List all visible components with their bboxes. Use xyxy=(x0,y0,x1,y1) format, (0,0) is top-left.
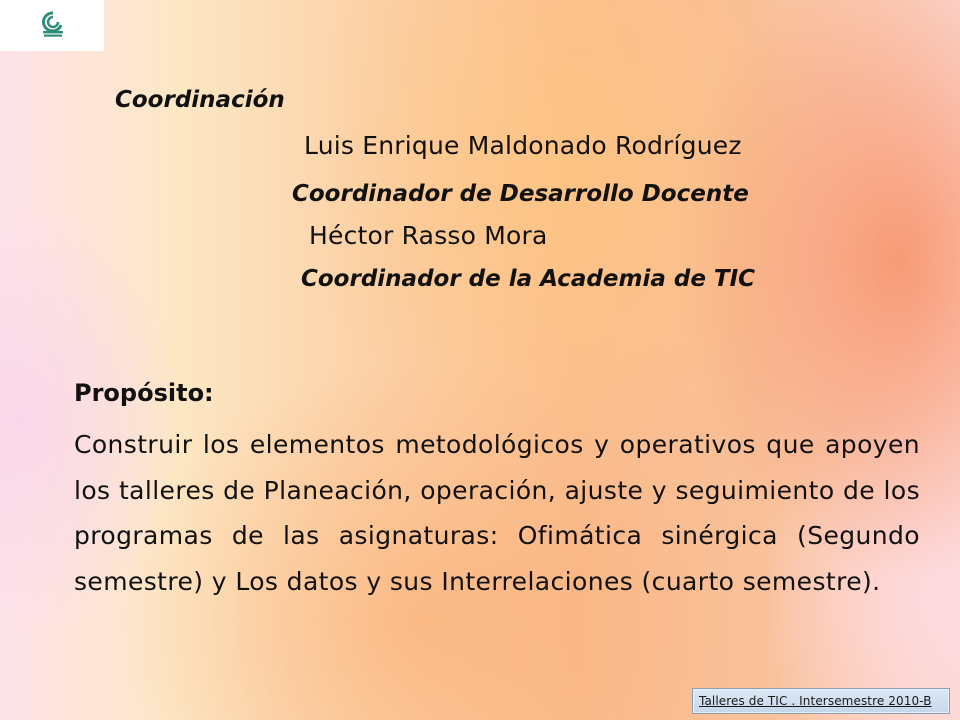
institution-logo-icon xyxy=(40,11,66,39)
footer-badge xyxy=(692,688,950,714)
coordination-title: Coordinación xyxy=(115,87,285,113)
coordinator-role-1: Coordinador de Desarrollo Docente xyxy=(292,181,749,207)
footer-label: Talleres de TIC . Intersemestre 2010-B xyxy=(699,694,932,708)
logo-panel xyxy=(0,0,104,51)
purpose-body: Construir los elementos metodológicos y operativos que apoyen los talleres de Planeación, operación, ajuste y seguimiento de los programas de las asignaturas: Ofimática sinérgica (Segundo semestre) y Los datos y sus Interrelaciones (cuarto semestre). xyxy=(74,430,920,596)
coordinator-name-2: Héctor Rasso Mora xyxy=(309,221,548,250)
purpose-title: Propósito: xyxy=(74,379,214,407)
coordinator-name-1: Luis Enrique Maldonado Rodríguez xyxy=(304,131,742,160)
coordinator-role-2: Coordinador de la Academia de TIC xyxy=(301,266,756,292)
